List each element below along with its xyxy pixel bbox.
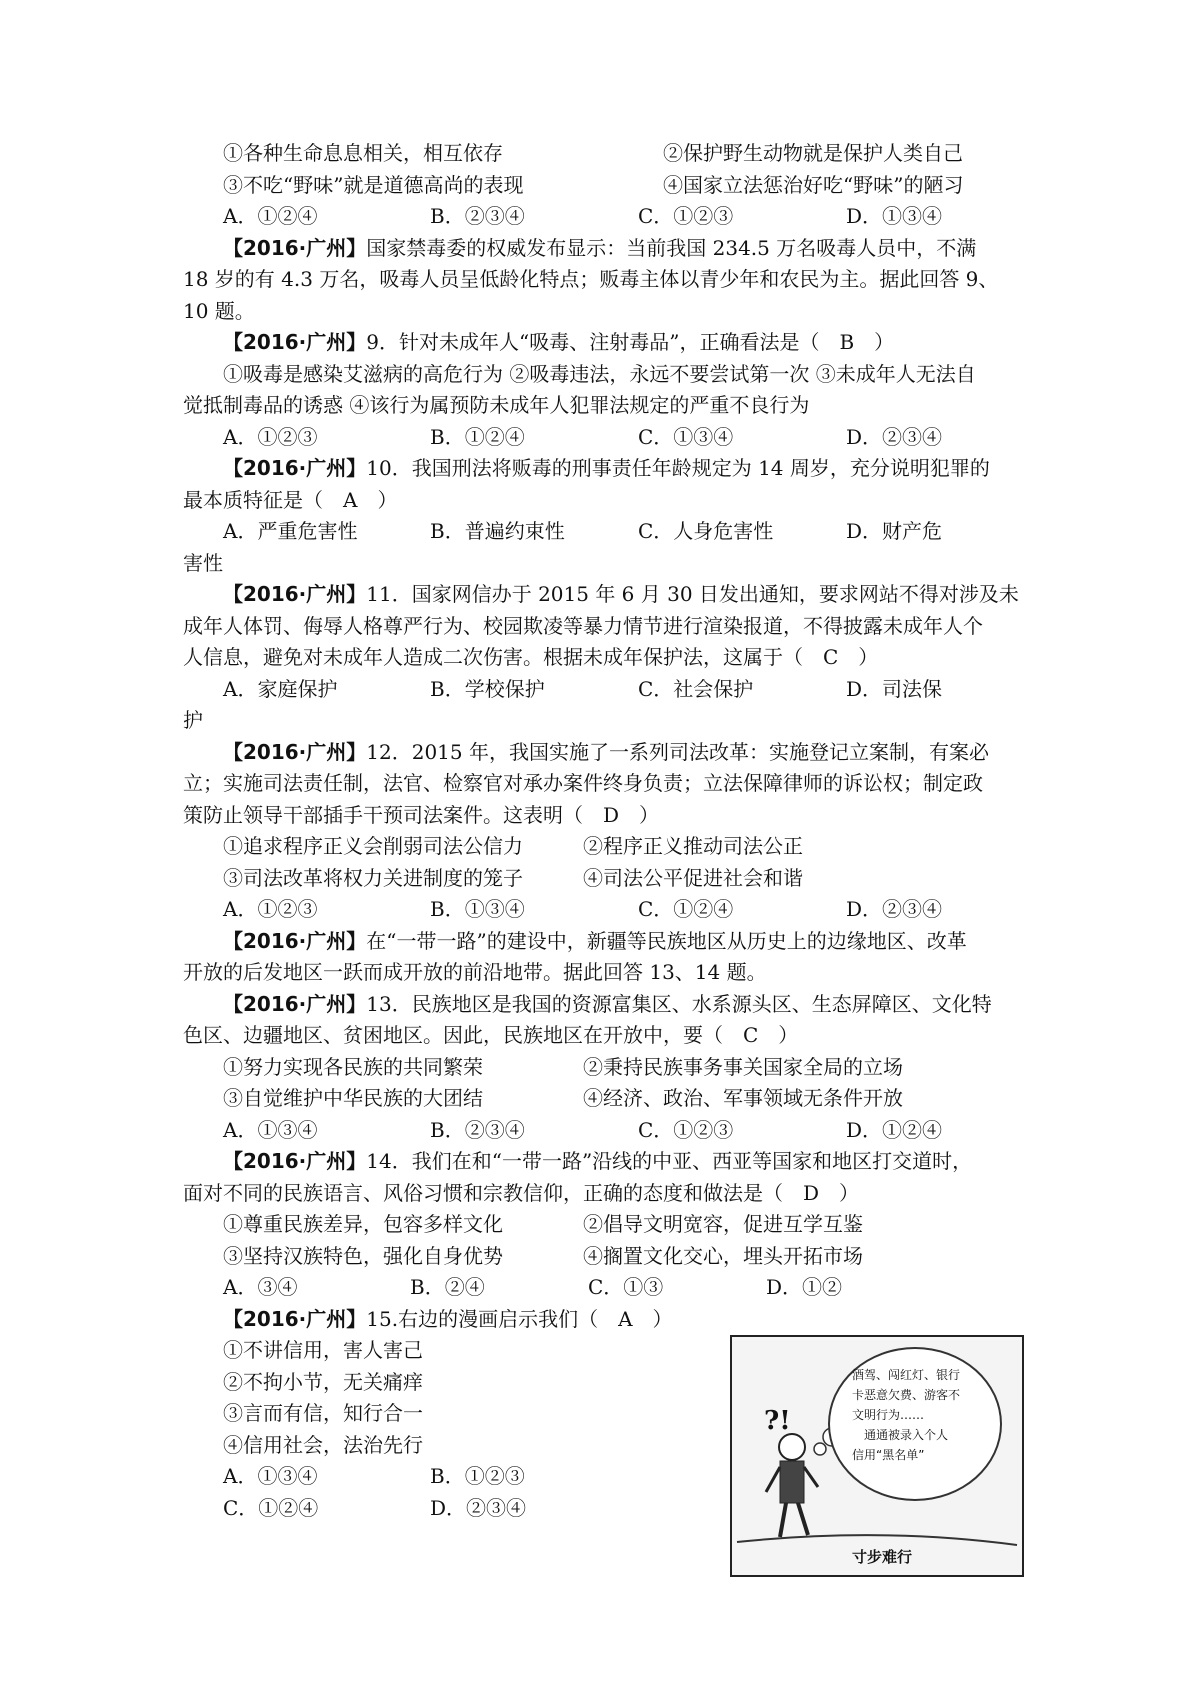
answer-option: A．①③④ [223, 1117, 318, 1142]
statement: ①尊重民族差异，包容多样文化 [223, 1212, 503, 1236]
text-line [183, 737, 1028, 769]
text-line [183, 390, 1028, 422]
source-tag: 【2016·广州】 [223, 235, 367, 260]
text-line [183, 548, 1028, 580]
text-line [183, 1052, 1028, 1084]
question-text: 10．我国刑法将贩毒的刑事责任年龄规定为 14 周岁，充分说明犯罪的 [366, 456, 990, 480]
source-tag: 【2016·广州】 [223, 582, 367, 606]
answer-option: A．家庭保护 [223, 676, 338, 701]
statement: ①各种生命息息相关，相互依存 [223, 141, 503, 165]
text-line [183, 1083, 1028, 1115]
text-line [183, 1146, 1028, 1178]
text-line [183, 579, 1028, 611]
bubble-text [852, 1365, 987, 1465]
answer-option: D．财产危 [846, 519, 943, 543]
answer-option: A．①②③ [223, 897, 318, 921]
answer-option: D．①③④ [846, 204, 943, 228]
statement: ③自觉维护中华民族的大团结 [223, 1086, 483, 1110]
paragraph-text: 护 [183, 708, 203, 732]
question-text: 13．民族地区是我国的资源富集区、水系源头区、生态屏障区、文化特 [366, 991, 992, 1016]
answer-option: B．①②④ [430, 424, 525, 449]
text-line [183, 1304, 1028, 1336]
text-line [183, 296, 1028, 328]
answer-option: C．人身危害性 [638, 519, 774, 543]
source-tag: 【2016·广州】 [223, 1306, 367, 1331]
paragraph-text: ①吸毒是感染艾滋病的高危行为 ②吸毒违法，永远不要尝试第一次 ③未成年人无法自 [223, 361, 976, 386]
answer-option: B．①②③ [430, 1464, 525, 1488]
question-text: 9．针对未成年人“吸毒、注射毒品”，正确看法是（ B ） [366, 330, 895, 354]
text-line [183, 359, 1028, 391]
source-tag: 【2016·广州】 [223, 456, 367, 480]
answer-option: B．普遍约束性 [430, 519, 565, 543]
paragraph-text: ④信用社会，法治先行 [223, 1432, 423, 1457]
text-line [183, 138, 1028, 170]
answer-option: D．司法保 [846, 676, 943, 701]
answer-option: B．学校保护 [430, 676, 545, 701]
cartoon-caption: 寸步难行 [852, 1548, 913, 1566]
statement: ④司法公平促进社会和谐 [583, 865, 803, 890]
answer-option: B．②④ [410, 1275, 485, 1299]
text-line [183, 800, 1028, 832]
statement: ②保护野生动物就是保护人类自己 [663, 141, 963, 165]
bubble-line: 通通被录入个人 [852, 1428, 949, 1442]
answer-option: A．①②③ [223, 424, 318, 449]
text-line [183, 831, 1028, 863]
paragraph-text: 人信息，避免对未成年人造成二次伤害。根据未成年保护法，这属于（ C ） [183, 645, 879, 669]
statement: ④经济、政治、军事领域无条件开放 [583, 1086, 903, 1110]
text-line [183, 201, 1028, 233]
answer-option: C．①③④ [638, 424, 734, 449]
paragraph-text: 18 岁的有 4.3 万名，吸毒人员呈低龄化特点；贩毒主体以青少年和农民为主。据此回答 9、 [183, 267, 999, 291]
statement: ②程序正义推动司法公正 [583, 834, 803, 858]
statement: ④国家立法惩治好吃“野味”的陋习 [663, 172, 964, 197]
answer-option: B．②③④ [430, 1117, 525, 1142]
source-tag: 【2016·广州】 [223, 739, 367, 764]
answer-option: D．②③④ [430, 1495, 527, 1520]
text-line [183, 926, 1028, 958]
text-line [183, 674, 1028, 706]
text-line [183, 1272, 1028, 1304]
bubble-line: 信用“黑名单” [852, 1448, 925, 1462]
bubble-line: 卡恶意欠费、游客不 [852, 1388, 961, 1402]
paragraph-text: ②不拘小节，无关痛痒 [223, 1369, 423, 1394]
answer-option: A．③④ [223, 1275, 298, 1299]
answer-option: C．①②④ [638, 897, 734, 921]
text-line [183, 1209, 1028, 1241]
paragraph-text: 面对不同的民族语言、风俗习惯和宗教信仰，正确的态度和做法是（ D ） [183, 1180, 860, 1205]
text-line [183, 642, 1028, 674]
statement: ②倡导文明宽容，促进互学互鉴 [583, 1212, 863, 1236]
source-tag: 【2016·广州】 [223, 928, 367, 953]
svg-text:?!: ?! [764, 1406, 791, 1436]
statement: ③不吃“野味”就是道德高尚的表现 [223, 172, 524, 197]
answer-option: C．①③ [588, 1275, 664, 1299]
bubble-line: 文明行为…… [852, 1408, 925, 1422]
answer-option: D．①②④ [846, 1117, 943, 1142]
text-line [183, 422, 1028, 454]
statement: ①追求程序正义会削弱司法公信力 [223, 834, 523, 858]
paragraph-text: 立；实施司法责任制，法官、检察官对承办案件终身负责；立法保障律师的诉讼权；制定政 [183, 771, 983, 795]
text-line [183, 264, 1028, 296]
answer-option: C．①②④ [223, 1495, 319, 1520]
statement: ④搁置文化交心，埋头开拓市场 [583, 1243, 863, 1268]
answer-option: A．①②④ [223, 204, 318, 228]
text-line [183, 1020, 1028, 1052]
statement: ①努力实现各民族的共同繁荣 [223, 1054, 483, 1079]
text-line [183, 1115, 1028, 1147]
text-line [183, 989, 1028, 1021]
paragraph-text: 开放的后发地区一跃而成开放的前沿地带。据此回答 13、14 题。 [183, 960, 767, 984]
answer-option: D．①② [766, 1275, 843, 1299]
answer-option: D．②③④ [846, 897, 943, 921]
text-line [183, 611, 1028, 643]
paragraph-text: 色区、边疆地区、贫困地区。因此，民族地区在开放中，要（ C ） [183, 1023, 799, 1047]
answer-option: C．①②③ [638, 1117, 734, 1142]
statement: ③司法改革将权力关进制度的笼子 [223, 865, 523, 890]
text-line [183, 1178, 1028, 1210]
question-text: 在“一带一路”的建设中，新疆等民族地区从历史上的边缘地区、改革 [366, 928, 967, 953]
text-line [183, 453, 1028, 485]
answer-option: B．①③④ [430, 897, 525, 921]
paragraph-text: 成年人体罚、侮辱人格尊严行为、校园欺凌等暴力情节进行渲染报道，不得披露未成年人个 [183, 613, 983, 638]
statement: ②秉持民族事务事关国家全局的立场 [583, 1054, 903, 1079]
paragraph-text: 害性 [183, 550, 223, 575]
question-text: 12．2015 年，我国实施了一系列司法改革：实施登记立案制，有案必 [366, 739, 989, 764]
paragraph-text: 最本质特征是（ A ） [183, 487, 398, 512]
question-text: 11．国家网信办于 2015 年 6 月 30 日发出通知，要求网站不得对涉及未 [366, 582, 1019, 606]
source-tag: 【2016·广州】 [223, 991, 367, 1016]
paragraph-text: ①不讲信用，害人害己 [223, 1338, 423, 1362]
text-line [183, 863, 1028, 895]
answer-option: A．①③④ [223, 1464, 318, 1488]
text-line [183, 894, 1028, 926]
bubble-line: 酒驾、闯红灯、银行 [852, 1368, 961, 1382]
text-line [183, 705, 1028, 737]
source-tag: 【2016·广州】 [223, 330, 367, 354]
text-line [183, 957, 1028, 989]
answer-option: C．①②③ [638, 204, 734, 228]
document-body [183, 138, 1028, 1524]
statement: ③坚持汉族特色，强化自身优势 [223, 1243, 503, 1268]
question-text: 14．我们在和“一带一路”沿线的中亚、西亚等国家和地区打交道时， [366, 1149, 973, 1173]
paragraph-text: 觉抵制毒品的诱惑 ④该行为属预防未成年人犯罪法规定的严重不良行为 [183, 393, 810, 417]
source-tag: 【2016·广州】 [223, 1149, 367, 1173]
text-line [183, 485, 1028, 517]
answer-option: C．社会保护 [638, 676, 754, 701]
answer-option: A．严重危害性 [223, 519, 358, 543]
text-line [183, 1241, 1028, 1273]
answer-option: B．②③④ [430, 204, 525, 228]
paragraph-text: ③言而有信，知行合一 [223, 1401, 423, 1425]
question-text: 15.右边的漫画启示我们（ A ） [366, 1306, 673, 1331]
cartoon-image [730, 1335, 1024, 1577]
answer-option: D．②③④ [846, 424, 943, 449]
question-text: 国家禁毒委的权威发布显示：当前我国 234.5 万名吸毒人员中，不满 [366, 235, 977, 260]
text-line [183, 233, 1028, 265]
paragraph-text: 10 题。 [183, 298, 255, 323]
text-line [183, 327, 1028, 359]
text-line [183, 768, 1028, 800]
paragraph-text: 策防止领导干部插手干预司法案件。这表明（ D ） [183, 802, 660, 827]
text-line [183, 170, 1028, 202]
text-line [183, 516, 1028, 548]
